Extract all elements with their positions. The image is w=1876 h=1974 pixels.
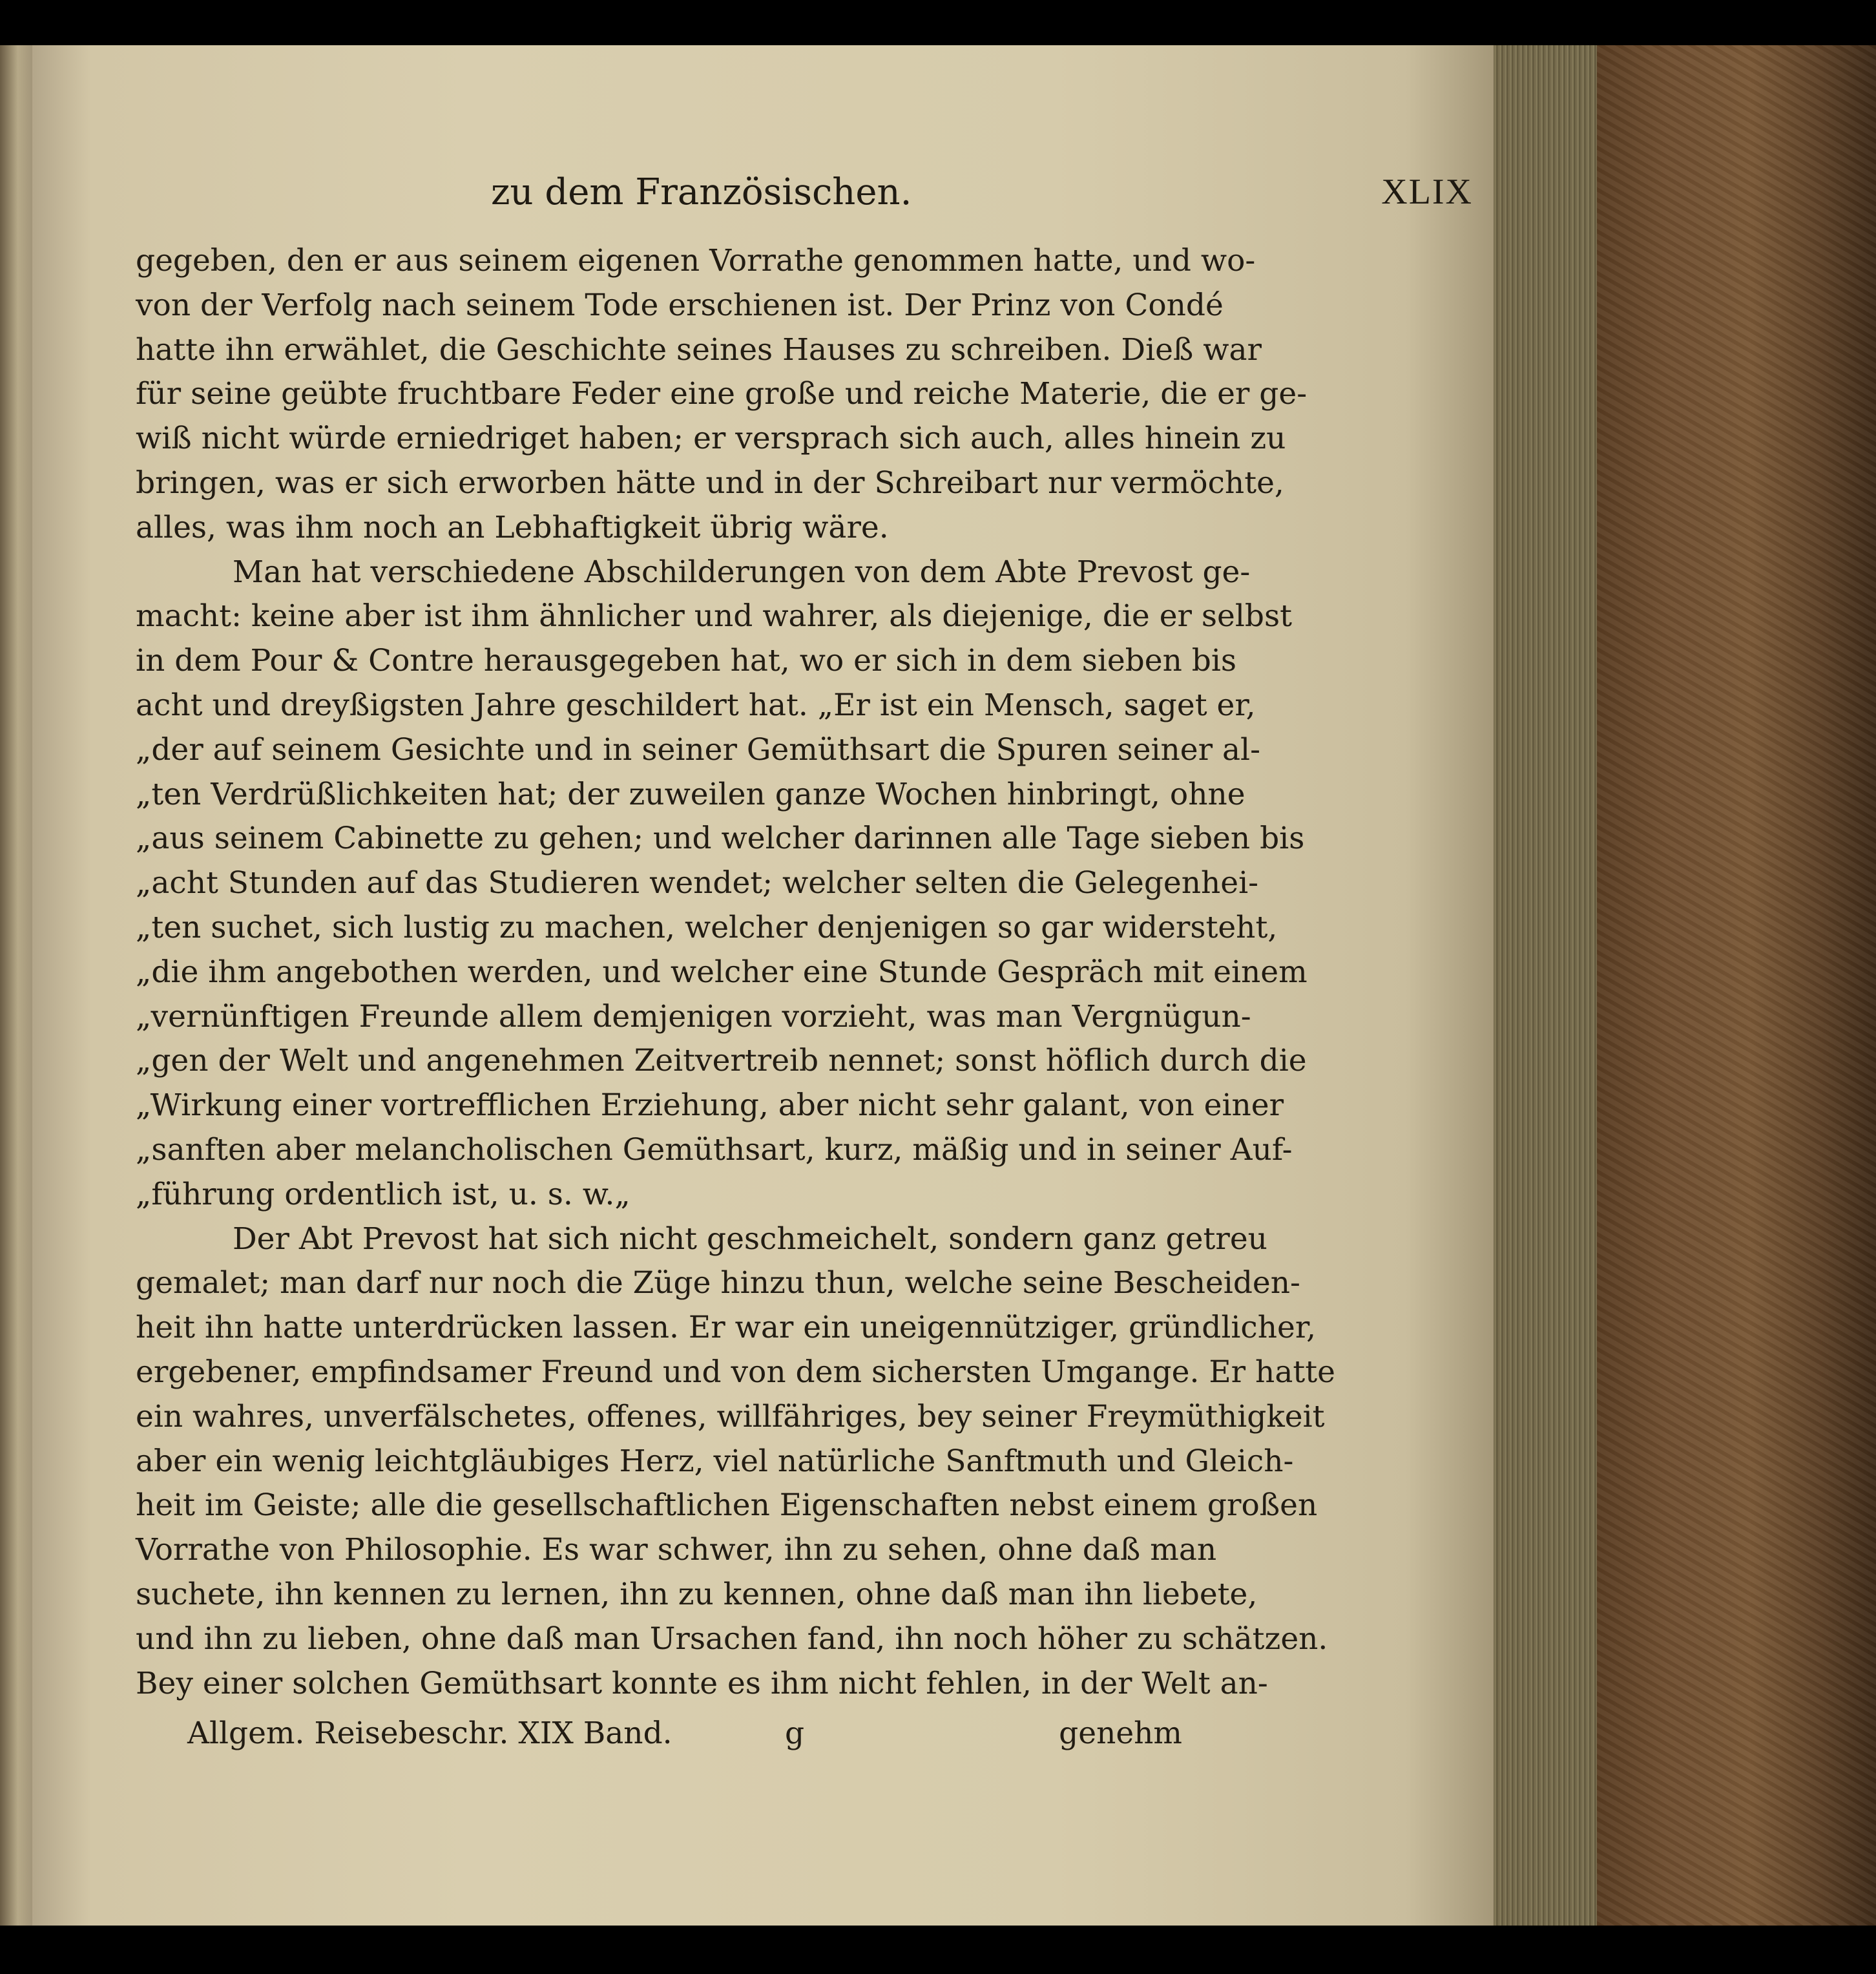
text-line: ein wahres, unverfälschetes, offenes, willfähriges, bey seiner Freymüthigkeit bbox=[136, 1398, 1325, 1434]
page-footer bbox=[187, 1716, 1182, 1761]
text-line: „sanften aber melancholischen Gemüthsart, kurz, mäßig und in seiner Auf- bbox=[136, 1131, 1293, 1168]
running-head: zu dem Französischen. bbox=[491, 171, 912, 213]
text-line: suchete, ihn kennen zu lernen, ihn zu kennen, ohne daß man ihn liebete, bbox=[136, 1576, 1258, 1612]
page-block-edges bbox=[1494, 45, 1597, 1926]
paragraph bbox=[136, 1217, 1335, 1706]
text-line: „führung ordentlich ist, u. s. w.„ bbox=[136, 1176, 631, 1212]
text-line: wiß nicht würde erniedriget haben; er versprach sich auch, alles hinein zu bbox=[136, 421, 1286, 457]
text-line: Vorrathe von Philosophie. Es war schwer, ihn zu sehen, ohne daß man bbox=[136, 1532, 1217, 1568]
page-header bbox=[491, 171, 1473, 229]
text-line: „ten suchet, sich lustig zu machen, welcher denjenigen so gar widersteht, bbox=[136, 909, 1278, 945]
text-line: „aus seinem Cabinette zu gehen; und welcher darinnen alle Tage sieben bis bbox=[136, 821, 1305, 857]
page-number: XLIX bbox=[1381, 172, 1473, 212]
text-line: von der Verfolg nach seinem Tode erschienen ist. Der Prinz von Condé bbox=[136, 287, 1224, 323]
text-line: gemalet; man darf nur noch die Züge hinzu thun, welche seine Bescheiden- bbox=[136, 1265, 1300, 1301]
text-line: „Wirkung einer vortrefflichen Erziehung, aber nicht sehr galant, von einer bbox=[136, 1087, 1284, 1124]
previous-page-edge bbox=[0, 45, 34, 1926]
text-line: bringen, was er sich erworben hätte und in der Schreibart nur vermöchte, bbox=[136, 465, 1284, 501]
text-line: „ten Verdrüßlichkeiten hat; der zuweilen ganze Wochen hinbringt, ohne bbox=[136, 776, 1245, 812]
text-line: macht: keine aber ist ihm ähnlicher und wahrer, als diejenige, die er selbst bbox=[136, 598, 1292, 635]
text-line: aber ein wenig leichtgläubiges Herz, viel natürliche Sanftmuth und Gleich- bbox=[136, 1443, 1294, 1479]
text-line: heit im Geiste; alle die gesellschaftlichen Eigenschaften nebst einem großen bbox=[136, 1487, 1318, 1524]
text-line: „gen der Welt und angenehmen Zeitvertreib nennet; sonst höflich durch die bbox=[136, 1043, 1307, 1079]
text-line: „vernünftigen Freunde allem demjenigen vorzieht, was man Vergnügun- bbox=[136, 998, 1251, 1034]
body-text bbox=[136, 239, 1335, 1706]
text-line: für seine geübte fruchtbare Feder eine große und reiche Materie, die er ge- bbox=[136, 376, 1308, 412]
text-line: und ihn zu lieben, ohne daß man Ursachen fand, ihn noch höher zu schätzen. bbox=[136, 1621, 1328, 1657]
text-line: „der auf seinem Gesichte und in seiner Gemüthsart die Spuren seiner al- bbox=[136, 731, 1260, 768]
catchword: genehm bbox=[1059, 1716, 1182, 1751]
text-line: Man hat verschiedene Abschilderungen von dem Abte Prevost ge- bbox=[233, 554, 1251, 590]
text-line: Bey einer solchen Gemüthsart konnte es ihm nicht fehlen, in der Welt an- bbox=[136, 1665, 1268, 1701]
leather-cover bbox=[1597, 45, 1876, 1926]
text-line: alles, was ihm noch an Lebhaftigkeit übrig wäre. bbox=[136, 509, 889, 545]
signature-mark: g bbox=[785, 1716, 805, 1751]
text-line: hatte ihn erwählet, die Geschichte seines Hauses zu schreiben. Dieß war bbox=[136, 331, 1262, 368]
text-line: gegeben, den er aus seinem eigenen Vorrathe genommen hatte, und wo- bbox=[136, 243, 1256, 278]
paragraph bbox=[136, 551, 1308, 1217]
text-line: Der Abt Prevost hat sich nicht geschmeichelt, sondern ganz getreu bbox=[233, 1221, 1267, 1257]
volume-title: Allgem. Reisebeschr. XIX Band. bbox=[187, 1716, 672, 1751]
text-line: in dem Pour & Contre herausgegeben hat, wo er sich in dem sieben bis bbox=[136, 643, 1237, 679]
text-line: ergebener, empfindsamer Freund und von dem sichersten Umgange. Er hatte bbox=[136, 1354, 1335, 1390]
text-line: „acht Stunden auf das Studieren wendet; welcher selten die Gelegenhei- bbox=[136, 865, 1258, 901]
paragraph bbox=[136, 239, 1308, 551]
text-line: „die ihm angebothen werden, und welcher eine Stunde Gespräch mit einem bbox=[136, 954, 1308, 990]
text-line: heit ihn hatte unterdrücken lassen. Er war ein uneigennütziger, gründlicher, bbox=[136, 1310, 1317, 1346]
text-line: acht und dreyßigsten Jahre geschildert hat. „Er ist ein Mensch, saget er, bbox=[136, 687, 1256, 723]
